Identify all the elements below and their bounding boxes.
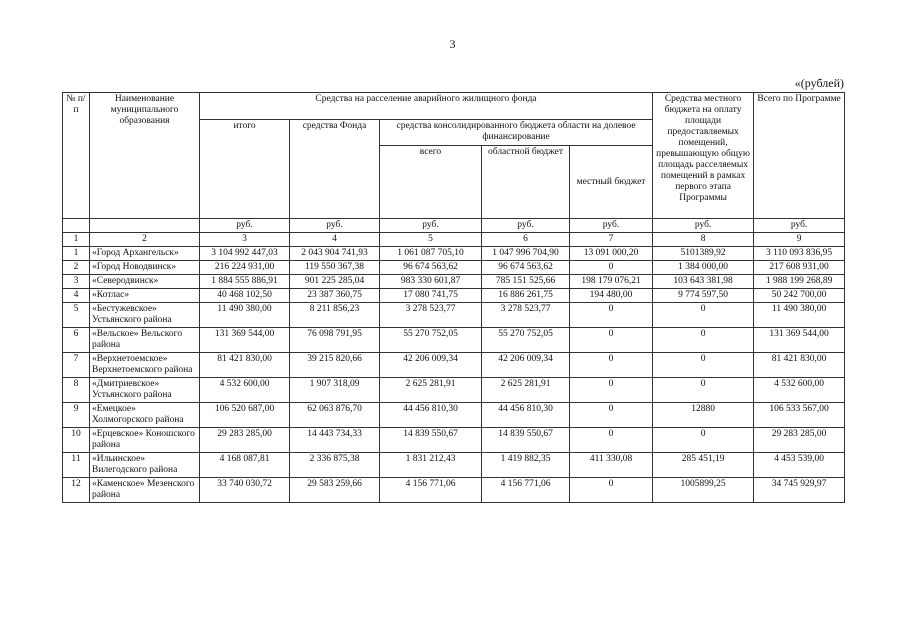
table-row bbox=[63, 478, 845, 503]
table-row bbox=[63, 453, 845, 478]
cell-n: 2 bbox=[63, 261, 90, 275]
cell-total: 3 104 992 447,03 bbox=[200, 247, 290, 261]
unit-cell: руб. bbox=[653, 219, 754, 233]
cell-total: 216 224 931,00 bbox=[200, 261, 290, 275]
cell-fund: 2 336 875,38 bbox=[290, 453, 380, 478]
header-no: № п/п bbox=[63, 93, 90, 219]
header-local: местный бюджет bbox=[570, 146, 653, 219]
funding-table bbox=[62, 92, 845, 503]
unit-cell: руб. bbox=[754, 219, 845, 233]
cell-program: 11 490 380,00 bbox=[754, 303, 845, 328]
cell-n: 4 bbox=[63, 289, 90, 303]
cell-local: 0 bbox=[570, 303, 653, 328]
cell-extra: 1005899,25 bbox=[653, 478, 754, 503]
cell-extra: 5101389,92 bbox=[653, 247, 754, 261]
table-row bbox=[63, 428, 845, 453]
cell-total: 29 283 285,00 bbox=[200, 428, 290, 453]
cell-local: 0 bbox=[570, 478, 653, 503]
cell-regional: 96 674 563,62 bbox=[482, 261, 570, 275]
cell-program: 50 242 700,00 bbox=[754, 289, 845, 303]
cell-total: 40 468 102,50 bbox=[200, 289, 290, 303]
table-row bbox=[63, 353, 845, 378]
cell-name: «Дмитриевское» Устьянского района bbox=[90, 378, 200, 403]
cell-all: 1 061 087 705,10 bbox=[380, 247, 482, 261]
cell-total: 131 369 544,00 bbox=[200, 328, 290, 353]
cell-fund: 39 215 820,66 bbox=[290, 353, 380, 378]
col-number: 8 bbox=[653, 233, 754, 247]
cell-n: 10 bbox=[63, 428, 90, 453]
cell-total: 4 168 087,81 bbox=[200, 453, 290, 478]
cell-regional: 55 270 752,05 bbox=[482, 328, 570, 353]
unit-cell: руб. bbox=[200, 219, 290, 233]
cell-local: 13 091 000,20 bbox=[570, 247, 653, 261]
cell-name: «Емецкое» Холмогорского района bbox=[90, 403, 200, 428]
table-row bbox=[63, 275, 845, 289]
cell-extra: 0 bbox=[653, 353, 754, 378]
cell-extra: 0 bbox=[653, 428, 754, 453]
col-number: 2 bbox=[90, 233, 200, 247]
cell-fund: 901 225 285,04 bbox=[290, 275, 380, 289]
cell-regional: 16 886 261,75 bbox=[482, 289, 570, 303]
table-row bbox=[63, 403, 845, 428]
cell-fund: 23 387 360,75 bbox=[290, 289, 380, 303]
header-local-budget-payment: Средства местного бюджета на оплату площади предоставляемых помещений, превышающую общую площадь расселяемых помещений в рамках первого этапа Программы bbox=[653, 93, 754, 219]
cell-local: 0 bbox=[570, 261, 653, 275]
col-number: 3 bbox=[200, 233, 290, 247]
cell-fund: 8 211 856,23 bbox=[290, 303, 380, 328]
cell-total: 33 740 030,72 bbox=[200, 478, 290, 503]
unit-cell: руб. bbox=[290, 219, 380, 233]
unit-cell: руб. bbox=[482, 219, 570, 233]
col-number: 5 bbox=[380, 233, 482, 247]
col-number: 4 bbox=[290, 233, 380, 247]
cell-total: 81 421 830,00 bbox=[200, 353, 290, 378]
cell-regional: 1 419 882,35 bbox=[482, 453, 570, 478]
cell-all: 17 080 741,75 bbox=[380, 289, 482, 303]
cell-n: 6 bbox=[63, 328, 90, 353]
cell-regional: 785 151 525,66 bbox=[482, 275, 570, 289]
cell-extra: 0 bbox=[653, 378, 754, 403]
col-number: 6 bbox=[482, 233, 570, 247]
cell-total: 11 490 380,00 bbox=[200, 303, 290, 328]
unit-note: «(рублей) bbox=[794, 76, 844, 90]
header-program-total: Всего по Программе bbox=[754, 93, 845, 219]
cell-program: 34 745 929,97 bbox=[754, 478, 845, 503]
cell-n: 11 bbox=[63, 453, 90, 478]
cell-fund: 14 443 734,33 bbox=[290, 428, 380, 453]
cell-n: 1 bbox=[63, 247, 90, 261]
cell-all: 3 278 523,77 bbox=[380, 303, 482, 328]
cell-extra: 0 bbox=[653, 328, 754, 353]
cell-program: 4 532 600,00 bbox=[754, 378, 845, 403]
header-funds-resettlement: Средства на расселение аварийного жилищного фонда bbox=[200, 93, 653, 120]
cell-program: 131 369 544,00 bbox=[754, 328, 845, 353]
unit-cell: руб. bbox=[380, 219, 482, 233]
cell-program: 1 988 199 268,89 bbox=[754, 275, 845, 289]
cell-extra: 9 774 597,50 bbox=[653, 289, 754, 303]
table-row bbox=[63, 303, 845, 328]
cell-total: 106 520 687,00 bbox=[200, 403, 290, 428]
header-municipality: Наименование муниципального образования bbox=[90, 93, 200, 219]
cell-extra: 103 643 381,98 bbox=[653, 275, 754, 289]
cell-all: 4 156 771,06 bbox=[380, 478, 482, 503]
cell-fund: 2 043 904 741,93 bbox=[290, 247, 380, 261]
cell-all: 96 674 563,62 bbox=[380, 261, 482, 275]
cell-n: 8 bbox=[63, 378, 90, 403]
cell-n: 7 bbox=[63, 353, 90, 378]
cell-local: 0 bbox=[570, 403, 653, 428]
cell-program: 4 453 539,00 bbox=[754, 453, 845, 478]
table-row bbox=[63, 378, 845, 403]
cell-fund: 29 583 259,66 bbox=[290, 478, 380, 503]
cell-local: 0 bbox=[570, 428, 653, 453]
cell-regional: 2 625 281,91 bbox=[482, 378, 570, 403]
cell-regional: 4 156 771,06 bbox=[482, 478, 570, 503]
cell-program: 3 110 093 836,95 bbox=[754, 247, 845, 261]
table-body bbox=[63, 247, 845, 503]
cell-name: «Вельское» Вельского района bbox=[90, 328, 200, 353]
cell-program: 106 533 567,00 bbox=[754, 403, 845, 428]
cell-name: «Каменское» Мезенского района bbox=[90, 478, 200, 503]
cell-name: «Котлас» bbox=[90, 289, 200, 303]
cell-regional: 44 456 810,30 bbox=[482, 403, 570, 428]
cell-n: 12 bbox=[63, 478, 90, 503]
table-row bbox=[63, 328, 845, 353]
cell-program: 29 283 285,00 bbox=[754, 428, 845, 453]
col-number: 7 bbox=[570, 233, 653, 247]
cell-regional: 3 278 523,77 bbox=[482, 303, 570, 328]
header-all: всего bbox=[380, 146, 482, 219]
cell-name: «Бестужевское» Устьянского района bbox=[90, 303, 200, 328]
cell-regional: 1 047 996 704,90 bbox=[482, 247, 570, 261]
cell-regional: 42 206 009,34 bbox=[482, 353, 570, 378]
cell-all: 14 839 550,67 bbox=[380, 428, 482, 453]
cell-local: 411 330,08 bbox=[570, 453, 653, 478]
cell-fund: 119 550 367,38 bbox=[290, 261, 380, 275]
cell-local: 0 bbox=[570, 328, 653, 353]
cell-fund: 76 098 791,95 bbox=[290, 328, 380, 353]
cell-all: 55 270 752,05 bbox=[380, 328, 482, 353]
cell-extra: 12880 bbox=[653, 403, 754, 428]
header-regional: областной бюджет bbox=[482, 146, 570, 219]
cell-extra: 285 451,19 bbox=[653, 453, 754, 478]
page-number: 3 bbox=[449, 37, 456, 51]
cell-name: «Верхнетоемское» Верхнетоемского района bbox=[90, 353, 200, 378]
cell-local: 0 bbox=[570, 353, 653, 378]
cell-name: «Город Архангельск» bbox=[90, 247, 200, 261]
cell-all: 1 831 212,43 bbox=[380, 453, 482, 478]
unit-spacer-2 bbox=[90, 219, 200, 233]
cell-local: 194 480,00 bbox=[570, 289, 653, 303]
header-fund: средства Фонда bbox=[290, 120, 380, 219]
cell-program: 217 608 931,00 bbox=[754, 261, 845, 275]
cell-name: «Ерцевское» Коношского района bbox=[90, 428, 200, 453]
cell-fund: 1 907 318,09 bbox=[290, 378, 380, 403]
cell-total: 4 532 600,00 bbox=[200, 378, 290, 403]
cell-extra: 1 384 000,00 bbox=[653, 261, 754, 275]
table-row bbox=[63, 289, 845, 303]
cell-all: 983 330 601,87 bbox=[380, 275, 482, 289]
col-number: 9 bbox=[754, 233, 845, 247]
table-row bbox=[63, 261, 845, 275]
cell-name: «Город Новодвинск» bbox=[90, 261, 200, 275]
cell-local: 198 179 076,21 bbox=[570, 275, 653, 289]
cell-name: «Северодвинск» bbox=[90, 275, 200, 289]
cell-fund: 62 063 876,70 bbox=[290, 403, 380, 428]
header-total: итого bbox=[200, 120, 290, 219]
cell-n: 9 bbox=[63, 403, 90, 428]
cell-extra: 0 bbox=[653, 303, 754, 328]
unit-spacer-1 bbox=[63, 219, 90, 233]
cell-program: 81 421 830,00 bbox=[754, 353, 845, 378]
cell-total: 1 884 555 886,91 bbox=[200, 275, 290, 289]
col-number: 1 bbox=[63, 233, 90, 247]
header-consolidated: средства консолидированного бюджета области на долевое финансирование bbox=[380, 120, 653, 146]
cell-n: 5 bbox=[63, 303, 90, 328]
cell-all: 42 206 009,34 bbox=[380, 353, 482, 378]
cell-local: 0 bbox=[570, 378, 653, 403]
table-row bbox=[63, 247, 845, 261]
unit-cell: руб. bbox=[570, 219, 653, 233]
cell-n: 3 bbox=[63, 275, 90, 289]
cell-regional: 14 839 550,67 bbox=[482, 428, 570, 453]
cell-name: «Ильинское» Вилегодского района bbox=[90, 453, 200, 478]
cell-all: 2 625 281,91 bbox=[380, 378, 482, 403]
cell-all: 44 456 810,30 bbox=[380, 403, 482, 428]
